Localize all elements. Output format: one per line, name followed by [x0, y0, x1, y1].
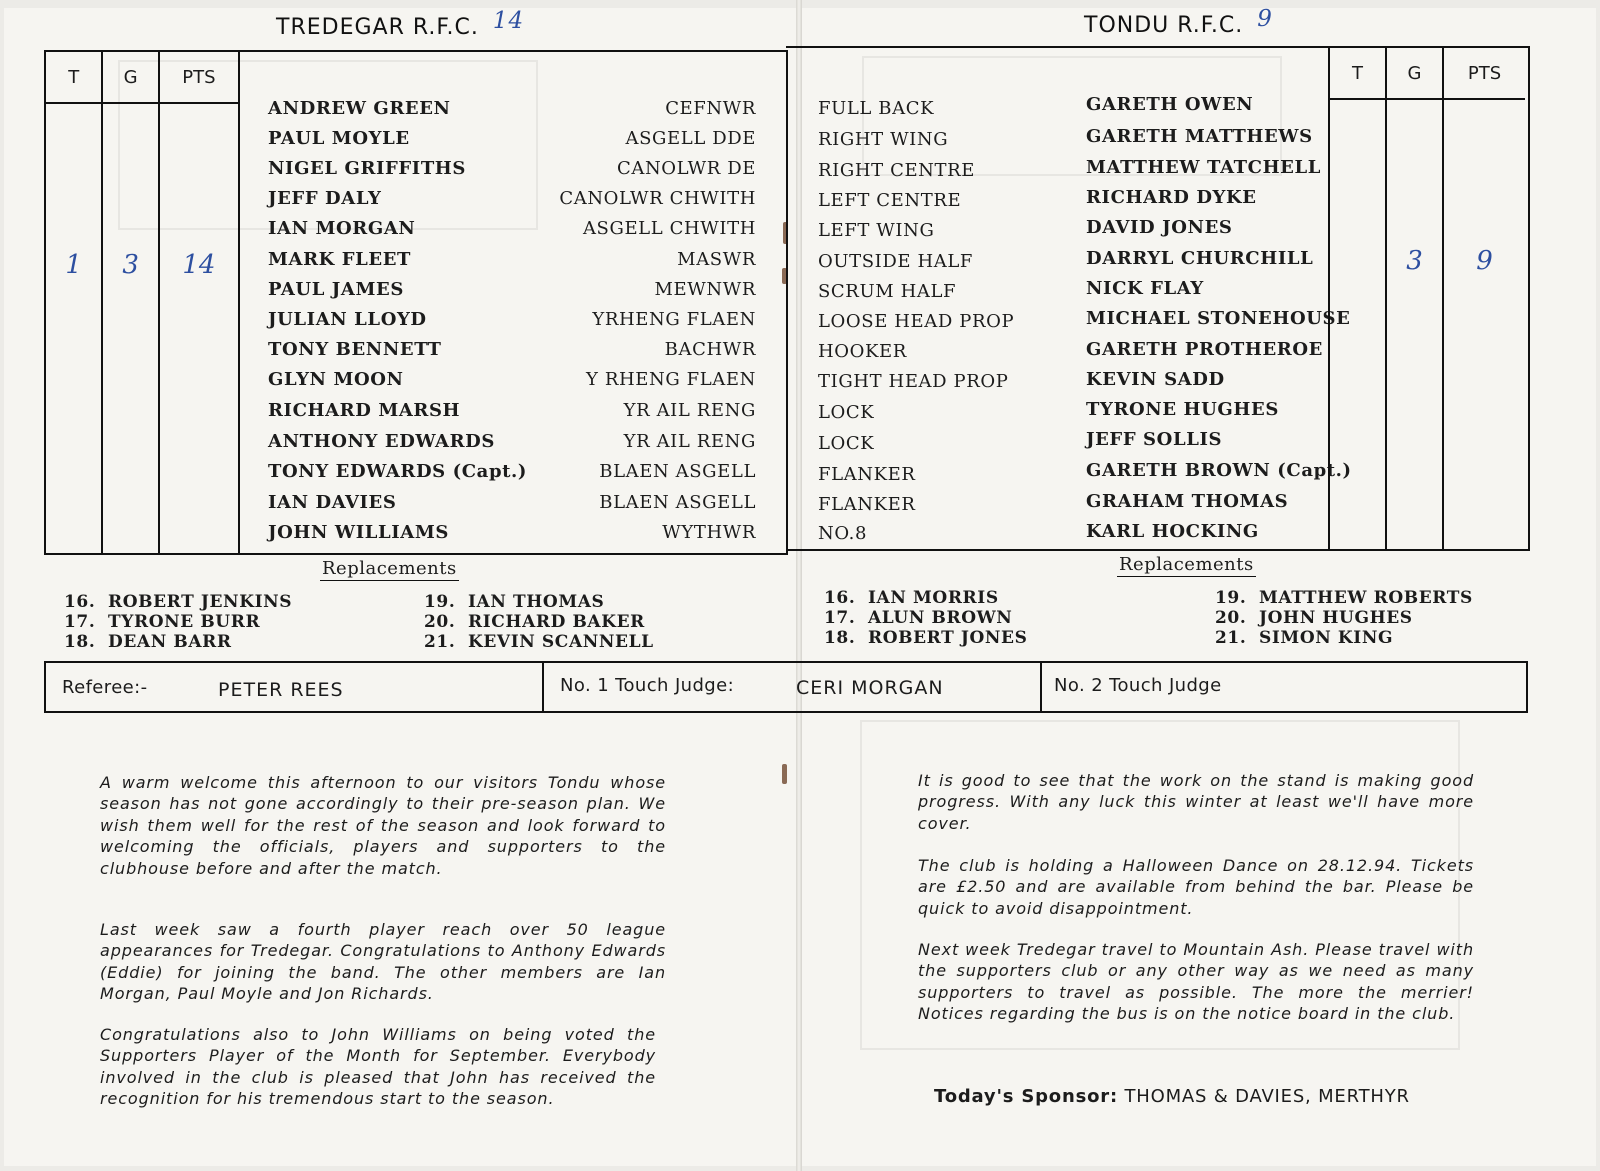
player-name: MICHAEL STONEHOUSE [1086, 308, 1351, 329]
home-team-title [276, 8, 525, 40]
note-paragraph: Last week saw a fourth player reach over 50 league appearances for Tredegar. Congratulations to Anthony Edwards (Eddie) for joining the band. The other members are Ian Morgan, Paul Moyle and Jon Richards. [100, 920, 666, 1004]
position-label: LOCK [818, 433, 875, 454]
home-player-row [268, 128, 756, 158]
away-team-title [1084, 6, 1273, 38]
position-label: FLANKER [818, 494, 916, 515]
player-name: JULIAN LLOYD [268, 309, 427, 330]
position-label: RIGHT WING [818, 129, 949, 150]
replacement-name: IAN MORRIS [868, 588, 999, 608]
player-position: CEFNWR [665, 98, 756, 119]
position-label: FLANKER [818, 464, 916, 485]
replacement-number: 18. [824, 628, 856, 648]
player-position: BACHWR [664, 339, 756, 360]
player-name: GARETH OWEN [1086, 94, 1254, 115]
replacement-row [64, 632, 292, 652]
position-label: HOOKER [818, 341, 907, 362]
away-points-value: 9 [1476, 246, 1493, 276]
goals-header: G [1387, 48, 1442, 100]
replacement-name: IAN THOMAS [468, 592, 605, 612]
referee-cell [46, 663, 544, 711]
replacement-name: JOHN HUGHES [1259, 608, 1413, 628]
position-label: LOCK [818, 402, 875, 423]
home-player-row [268, 461, 756, 491]
player-name: GARETH BROWN (Capt.) [1086, 460, 1352, 481]
player-position: Y RHENG FLAEN [586, 369, 756, 390]
replacement-name: TYRONE BURR [108, 612, 261, 632]
sponsor-value: THOMAS & DAVIES, MERTHYR [1124, 1086, 1410, 1107]
replacement-name: ROBERT JENKINS [108, 592, 293, 612]
player-name: TONY EDWARDS (Capt.) [268, 461, 528, 482]
position-label: FULL BACK [818, 98, 935, 119]
position-label: NO.8 [818, 523, 868, 544]
replacement-number: 20. [1215, 608, 1247, 628]
position-label: SCRUM HALF [818, 281, 957, 302]
away-team-sheet [786, 46, 1530, 551]
home-player-row [268, 309, 756, 339]
away-replacements-col2 [1215, 588, 1473, 648]
player-name: JOHN WILLIAMS [268, 522, 449, 543]
home-replacements-title: Replacements [322, 558, 457, 579]
player-name: RICHARD MARSH [268, 400, 461, 421]
replacement-row [64, 592, 292, 612]
player-name: RICHARD DYKE [1086, 187, 1257, 208]
sponsor-line [934, 1086, 1410, 1107]
points-header: PTS [160, 52, 238, 104]
home-player-row [268, 279, 756, 309]
replacement-row [1215, 628, 1473, 648]
touch-judge-1-label: No. 1 Touch Judge: [560, 675, 735, 696]
replacement-number: 21. [424, 632, 456, 652]
replacement-row [424, 612, 654, 632]
away-replacements-col1 [824, 588, 1028, 648]
player-position: YR AIL RENG [623, 400, 756, 421]
away-team-name: TONDU R.F.C. [1084, 13, 1244, 38]
touch-judge-2-cell [1042, 663, 1526, 711]
home-player-row [268, 339, 756, 369]
note-paragraph: Next week Tredegar travel to Mountain Ash. Please travel with the supporters club or any other way as we need as many supporters to travel as possible. The more the merrier! Notices regarding the bus is on the notice board in the club. [918, 940, 1474, 1024]
referee-label: Referee:- [62, 677, 148, 698]
home-player-row [268, 98, 756, 128]
touch-judge-2-label: No. 2 Touch Judge [1054, 675, 1222, 696]
replacement-row [424, 632, 654, 652]
position-label: LEFT CENTRE [818, 190, 962, 211]
player-name: PAUL JAMES [268, 279, 404, 300]
home-points-column [160, 52, 238, 553]
home-player-row [268, 431, 756, 461]
home-replacements-col2 [424, 592, 654, 652]
replacement-row [824, 628, 1028, 648]
home-player-row [268, 249, 756, 279]
player-name: KARL HOCKING [1086, 521, 1259, 542]
position-label: TIGHT HEAD PROP [818, 371, 1009, 392]
player-name: NIGEL GRIFFITHS [268, 158, 467, 179]
position-label: LEFT WING [818, 220, 935, 241]
replacement-name: RICHARD BAKER [468, 612, 645, 632]
replacement-row [1215, 588, 1473, 608]
touch-judge-1-name: CERI MORGAN [796, 677, 944, 699]
replacement-row [424, 592, 654, 612]
player-position: WYTHWR [662, 522, 756, 543]
points-header: PTS [1444, 48, 1525, 100]
goals-header: G [103, 52, 157, 104]
player-name: MARK FLEET [268, 249, 412, 270]
player-name: GRAHAM THOMAS [1086, 491, 1289, 512]
replacement-name: DEAN BARR [108, 632, 232, 652]
home-score-columns [46, 52, 240, 553]
home-roster [268, 98, 756, 558]
away-player-names [1086, 94, 1352, 549]
player-name: KEVIN SADD [1086, 369, 1225, 390]
player-position: BLAEN ASGELL [599, 492, 756, 513]
away-handwritten-score: 9 [1257, 6, 1273, 32]
home-team-sheet [44, 50, 788, 555]
player-name: DARRYL CHURCHILL [1086, 248, 1314, 269]
player-name: GARETH PROTHEROE [1086, 339, 1323, 360]
home-goals-column [103, 52, 159, 553]
player-position: CANOLWR CHWITH [559, 188, 756, 209]
home-player-row [268, 400, 756, 430]
position-label: LOOSE HEAD PROP [818, 311, 1015, 332]
player-name: DAVID JONES [1086, 217, 1233, 238]
replacement-number: 16. [824, 588, 856, 608]
tries-header: T [1330, 48, 1385, 100]
away-tries-column [1330, 48, 1387, 549]
home-handwritten-score: 14 [492, 8, 525, 34]
replacement-number: 18. [64, 632, 96, 652]
replacement-name: KEVIN SCANNELL [468, 632, 654, 652]
sponsor-label: Today's Sponsor: [934, 1086, 1118, 1107]
player-name: MATTHEW TATCHELL [1086, 157, 1322, 178]
replacement-row [1215, 608, 1473, 628]
home-player-row [268, 218, 756, 248]
home-player-row [268, 522, 756, 552]
note-paragraph: A warm welcome this afternoon to our visitors Tondu whose season has not gone accordingly to their pre-season plan. We wish them well for the rest of the season and look forward to welcoming the officials, players and supporters to the clubhouse before and after the match. [100, 773, 666, 878]
note-paragraph: The club is holding a Halloween Dance on 28.12.94. Tickets are £2.50 and are available from behind the bar. Please be quick to avoid disappointment. [918, 856, 1474, 918]
replacement-name: ROBERT JONES [868, 628, 1028, 648]
home-player-row [268, 188, 756, 218]
player-position: CANOLWR DE [616, 158, 756, 179]
note-paragraph: It is good to see that the work on the stand is making good progress. With any luck this winter at least we'll have more cover. [918, 771, 1474, 833]
home-tries-value: 1 [65, 250, 82, 280]
away-positions [818, 98, 1078, 548]
replacement-number: 17. [64, 612, 96, 632]
player-name: NICK FLAY [1086, 278, 1204, 299]
home-player-row [268, 492, 756, 522]
home-goals-value: 3 [122, 250, 139, 280]
replacement-name: MATTHEW ROBERTS [1259, 588, 1473, 608]
home-tries-column [46, 52, 103, 553]
replacement-number: 19. [1215, 588, 1247, 608]
player-name: GARETH MATTHEWS [1086, 126, 1313, 147]
home-points-value: 14 [182, 250, 216, 280]
player-name: ANDREW GREEN [268, 98, 451, 119]
home-player-row [268, 369, 756, 399]
replacement-row [64, 612, 292, 632]
player-name: ANTHONY EDWARDS [268, 431, 495, 452]
replacement-number: 16. [64, 592, 96, 612]
home-player-row [268, 158, 756, 188]
player-name: GLYN MOON [268, 369, 404, 390]
referee-name: PETER REES [218, 679, 344, 701]
position-label: RIGHT CENTRE [818, 160, 976, 181]
replacement-number: 21. [1215, 628, 1247, 648]
replacement-name: SIMON KING [1259, 628, 1394, 648]
player-name: JEFF DALY [268, 188, 382, 209]
player-position: YR AIL RENG [623, 431, 756, 452]
tries-header: T [46, 52, 101, 104]
touch-judge-1-cell [544, 663, 1042, 711]
away-goals-value: 3 [1406, 246, 1423, 276]
player-position: ASGELL DDE [625, 128, 756, 149]
replacement-row [824, 608, 1028, 628]
player-name: TYRONE HUGHES [1086, 399, 1279, 420]
replacement-name: ALUN BROWN [868, 608, 1013, 628]
away-points-column [1444, 48, 1525, 549]
player-position: ASGELL CHWITH [582, 218, 756, 239]
player-name: TONY BENNETT [268, 339, 442, 360]
player-name: IAN MORGAN [268, 218, 416, 239]
position-label: OUTSIDE HALF [818, 251, 974, 272]
note-paragraph: Congratulations also to John Williams on being voted the Supporters Player of the Month for September. Everybody involved in the club is pleased that John has received the recognition for his tremendous start to the season. [100, 1025, 656, 1109]
replacement-row [824, 588, 1028, 608]
officials-bar [44, 661, 1528, 713]
player-position: BLAEN ASGELL [599, 461, 756, 482]
away-replacements-title: Replacements [1119, 554, 1254, 575]
replacement-number: 19. [424, 592, 456, 612]
home-replacements-col1 [64, 592, 292, 652]
player-name: PAUL MOYLE [268, 128, 410, 149]
staple [782, 764, 787, 784]
replacement-number: 20. [424, 612, 456, 632]
home-team-name: TREDEGAR R.F.C. [276, 15, 479, 40]
player-name: IAN DAVIES [268, 492, 397, 513]
replacement-number: 17. [824, 608, 856, 628]
player-position: YRHENG FLAEN [592, 309, 756, 330]
player-position: MEWNWR [654, 279, 756, 300]
away-goals-column [1387, 48, 1444, 549]
player-name: JEFF SOLLIS [1086, 429, 1223, 450]
player-position: MASWR [677, 249, 756, 270]
away-score-columns [1328, 48, 1525, 549]
